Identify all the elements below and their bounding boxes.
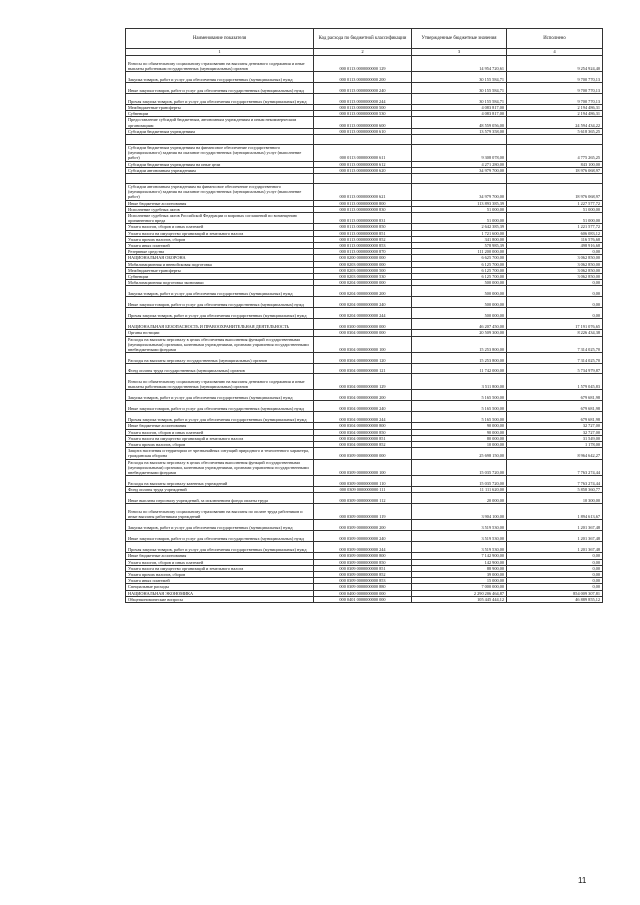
row-code-cell: 000 0309 0000000000 853 bbox=[314, 578, 412, 584]
row-approved-cell: 341 800,00 bbox=[412, 236, 507, 242]
row-name-cell: Иные бюджетные ассигнования bbox=[126, 423, 314, 429]
row-executed-cell: 0,00 bbox=[507, 565, 603, 571]
row-approved-cell: 51 000,00 bbox=[412, 213, 507, 224]
row-code-cell: 000 0203 0000000000 500 bbox=[314, 267, 412, 273]
row-executed-cell: 5 858 360,77 bbox=[507, 487, 603, 493]
row-executed-cell: 10 300,00 bbox=[507, 493, 603, 504]
table-row bbox=[126, 213, 603, 224]
row-code-cell: 000 0309 0000000000 100 bbox=[314, 459, 412, 476]
row-approved-cell: 39 000,00 bbox=[412, 571, 507, 577]
row-approved-cell: 20 000,00 bbox=[412, 493, 507, 504]
row-code-cell: 000 0113 0000000000 500 bbox=[314, 105, 412, 111]
row-code-cell: 000 0113 0000000000 621 bbox=[314, 184, 412, 201]
table-row bbox=[126, 135, 603, 145]
row-approved-cell: 48 559 056,00 bbox=[412, 117, 507, 128]
row-code-cell: 000 0309 0000000000 852 bbox=[314, 571, 412, 577]
row-name-cell: Субсидии автономным учреждениям на финансовое обеспечение государственного (муниципального) задания на оказание государственных (муниципальных) услуг (выполнение работ) bbox=[126, 184, 314, 201]
table-row bbox=[126, 286, 603, 297]
row-name-cell bbox=[126, 174, 314, 184]
column-number-2: 2 bbox=[314, 49, 412, 56]
row-approved-cell: 34 979 700,00 bbox=[412, 167, 507, 173]
page-number: 11 bbox=[578, 876, 587, 885]
row-code-cell: 000 0113 0000000000 612 bbox=[314, 161, 412, 167]
row-code-cell: 000 0309 0000000000 112 bbox=[314, 493, 412, 504]
row-code-cell: 000 0204 0000000000 240 bbox=[314, 297, 412, 308]
table-row bbox=[126, 520, 603, 531]
row-name-cell: Расходы на выплаты персоналу государственных (муниципальных) органов bbox=[126, 353, 314, 364]
row-approved-cell bbox=[412, 174, 507, 184]
row-executed-cell: 3 062 850,00 bbox=[507, 274, 603, 280]
row-executed-cell: 18 976 068,97 bbox=[507, 167, 603, 173]
row-executed-cell: 1 894 613,67 bbox=[507, 504, 603, 520]
table-header-row bbox=[126, 29, 603, 49]
row-executed-cell: 9 700 770,13 bbox=[507, 72, 603, 83]
row-approved-cell: 142 900,00 bbox=[412, 559, 507, 565]
row-name-cell: Взносы по обязательному социальному страхованию на выплаты денежного содержания и иные выплаты работникам государственных (муниципальных) органов bbox=[126, 374, 314, 390]
row-name-cell: Закупка товаров, работ и услуг для обеспечения государственных (муниципальных) нужд bbox=[126, 72, 314, 83]
row-name-cell: Субсидии автономным учреждениям bbox=[126, 167, 314, 173]
row-name-cell: Резервные средства bbox=[126, 249, 314, 255]
row-code-cell: 000 0304 0000000000 120 bbox=[314, 353, 412, 364]
row-code-cell: 000 0304 0000000000 800 bbox=[314, 423, 412, 429]
table-row bbox=[126, 412, 603, 423]
row-executed-cell: 0,00 bbox=[507, 584, 603, 590]
row-approved-cell: 20 509 300,00 bbox=[412, 330, 507, 336]
row-name-cell: Фонд оплаты труда учреждений bbox=[126, 487, 314, 493]
table-row bbox=[126, 476, 603, 487]
row-approved-cell: 6 625 700,00 bbox=[412, 255, 507, 261]
row-code-cell: 000 0304 0000000000 244 bbox=[314, 412, 412, 423]
row-code-cell: 000 0304 0000000000 852 bbox=[314, 441, 412, 447]
row-name-cell: Иные закупки товаров, работ и услуг для обеспечения государственных (муниципальных) нужд bbox=[126, 401, 314, 412]
row-executed-cell: 1 178,00 bbox=[507, 441, 603, 447]
row-code-cell: 000 0400 0000000000 000 bbox=[314, 590, 412, 596]
row-approved-cell: 10 000,00 bbox=[412, 441, 507, 447]
row-executed-cell: 24 594 434,22 bbox=[507, 117, 603, 128]
row-name-cell: Иные выплаты персоналу учреждений, за исключением фонда оплаты труда bbox=[126, 493, 314, 504]
row-name-cell: НАЦИОНАЛЬНАЯ ЭКОНОМИКА bbox=[126, 590, 314, 596]
row-name-cell: Прочая закупка товаров, работ и услуг для обеспечения государственных (муниципальных) нужд bbox=[126, 542, 314, 553]
row-code-cell: 000 0113 0000000000 200 bbox=[314, 72, 412, 83]
row-executed-cell: 31 549,00 bbox=[507, 435, 603, 441]
row-name-cell: Уплата прочих налогов, сборов bbox=[126, 236, 314, 242]
row-executed-cell: 18 976 068,97 bbox=[507, 184, 603, 201]
row-code-cell: 000 0309 0000000000 880 bbox=[314, 584, 412, 590]
row-executed-cell: 1 221 577,72 bbox=[507, 224, 603, 230]
row-name-cell: Уплата иных платежей bbox=[126, 578, 314, 584]
row-approved-cell: 51 000,00 bbox=[412, 206, 507, 212]
row-executed-cell: 3 062 850,00 bbox=[507, 255, 603, 261]
row-code-cell: 000 0113 0000000000 870 bbox=[314, 249, 412, 255]
row-approved-cell: 3 511 800,00 bbox=[412, 374, 507, 390]
row-executed-cell: 3 062 850,00 bbox=[507, 267, 603, 273]
row-name-cell: Мобилизационная и вневойсковая подготовка bbox=[126, 261, 314, 267]
row-approved-cell: 3 904 100,00 bbox=[412, 504, 507, 520]
row-approved-cell: 9 308 078,00 bbox=[412, 145, 507, 162]
row-code-cell: 000 0113 0000000000 611 bbox=[314, 145, 412, 162]
row-name-cell: Уплата иных платежей bbox=[126, 243, 314, 249]
row-code-cell: 000 0304 0000000000 850 bbox=[314, 429, 412, 435]
row-executed-cell: 1 201 367,48 bbox=[507, 531, 603, 542]
row-name-cell: Иные бюджетные ассигнования bbox=[126, 200, 314, 206]
table-row bbox=[126, 308, 603, 319]
row-approved-cell: 3 519 530,00 bbox=[412, 542, 507, 553]
row-approved-cell: 6 125 700,00 bbox=[412, 267, 507, 273]
row-name-cell: Уплата налога на имущество организаций и земельного налога bbox=[126, 435, 314, 441]
row-approved-cell: 500 000,00 bbox=[412, 297, 507, 308]
row-approved-cell: 30 155 584,71 bbox=[412, 83, 507, 94]
row-code-cell: 000 0401 0000000000 000 bbox=[314, 596, 412, 602]
table-row bbox=[126, 319, 603, 330]
row-executed-cell: 498 916,68 bbox=[507, 243, 603, 249]
row-code-cell: 000 0113 0000000000 831 bbox=[314, 213, 412, 224]
header-executed: Исполнено bbox=[507, 29, 603, 49]
row-approved-cell: 15 035 720,00 bbox=[412, 459, 507, 476]
table-row bbox=[126, 448, 603, 459]
row-code-cell: 000 0309 0000000000 244 bbox=[314, 542, 412, 553]
table-row bbox=[126, 145, 603, 162]
table-row bbox=[126, 596, 603, 602]
row-approved-cell: 7 000 000,00 bbox=[412, 584, 507, 590]
row-code-cell bbox=[314, 135, 412, 145]
row-code-cell: 000 0113 0000000000 853 bbox=[314, 243, 412, 249]
row-name-cell: НАЦИОНАЛЬНАЯ ОБОРОНА bbox=[126, 255, 314, 261]
row-name-cell: Специальные расходы bbox=[126, 584, 314, 590]
row-name-cell: Межбюджетные трансферты bbox=[126, 267, 314, 273]
row-executed-cell: 0,00 bbox=[507, 578, 603, 584]
row-executed-cell: 9 254 924,40 bbox=[507, 56, 603, 72]
row-approved-cell: 80 000,00 bbox=[412, 435, 507, 441]
row-code-cell: 000 0204 0000000000 244 bbox=[314, 308, 412, 319]
row-name-cell: Расходы на выплаты персоналу в целях обеспечения выполнения функций государственными (муниципальными) органами, казенными учреждениями, органами управления государственными внебюджетными фондами bbox=[126, 459, 314, 476]
column-number-row bbox=[126, 49, 603, 56]
row-executed-cell: 0,00 bbox=[507, 571, 603, 577]
row-name-cell: НАЦИОНАЛЬНАЯ БЕЗОПАСНОСТЬ И ПРАВООХРАНИТЕЛЬНАЯ ДЕЯТЕЛЬНОСТЬ bbox=[126, 319, 314, 330]
table-row bbox=[126, 297, 603, 308]
row-executed-cell: 0,00 bbox=[507, 286, 603, 297]
row-name-cell: Уплата прочих налогов, сборов bbox=[126, 441, 314, 447]
row-executed-cell: 116 576,68 bbox=[507, 236, 603, 242]
row-code-cell: 000 0304 0000000000 851 bbox=[314, 435, 412, 441]
table-row bbox=[126, 401, 603, 412]
row-code-cell: 000 0304 0000000000 121 bbox=[314, 364, 412, 374]
row-executed-cell: 0,00 bbox=[507, 553, 603, 559]
row-code-cell: 000 0203 0000000000 000 bbox=[314, 261, 412, 267]
row-executed-cell: 3 062 850,00 bbox=[507, 261, 603, 267]
row-approved-cell: 3 519 530,00 bbox=[412, 531, 507, 542]
row-name-cell: Расходы на выплаты персоналу в целях обеспечения выполнения функций государственными (муниципальными) органами, казенными учреждениями, органами управления государственными внебюджетными фондами bbox=[126, 336, 314, 353]
row-code-cell: 000 0309 0000000000 240 bbox=[314, 531, 412, 542]
row-approved-cell: 1 721 600,00 bbox=[412, 230, 507, 236]
row-executed-cell: 0,00 bbox=[507, 249, 603, 255]
row-approved-cell: 25 698 150,00 bbox=[412, 448, 507, 459]
row-name-cell: Иные бюджетные ассигнования bbox=[126, 553, 314, 559]
row-approved-cell: 14 954 720,61 bbox=[412, 56, 507, 72]
row-approved-cell: 6 125 700,00 bbox=[412, 261, 507, 267]
row-name-cell: Прочая закупка товаров, работ и услуг для обеспечения государственных (муниципальных) нужд bbox=[126, 412, 314, 423]
row-approved-cell: 34 979 700,00 bbox=[412, 184, 507, 201]
table-row bbox=[126, 72, 603, 83]
row-name-cell: Взносы по обязательному социальному страхованию на выплаты денежного содержания и иные выплаты работникам государственных (муниципальных) органов bbox=[126, 56, 314, 72]
row-code-cell: 000 0113 0000000000 830 bbox=[314, 206, 412, 212]
table-row bbox=[126, 94, 603, 105]
row-code-cell: 000 0113 0000000000 240 bbox=[314, 83, 412, 94]
row-code-cell: 000 0300 0000000000 000 bbox=[314, 319, 412, 330]
row-executed-cell: 0,00 bbox=[507, 559, 603, 565]
row-code-cell: 000 0309 0000000000 110 bbox=[314, 476, 412, 487]
table-row bbox=[126, 83, 603, 94]
row-name-cell: Общеэкономические вопросы bbox=[126, 596, 314, 602]
row-approved-cell: 578 985,39 bbox=[412, 243, 507, 249]
row-executed-cell: 0,00 bbox=[507, 308, 603, 319]
row-name-cell: Уплата налога на имущество организаций и земельного налога bbox=[126, 230, 314, 236]
row-approved-cell: 15 253 800,00 bbox=[412, 353, 507, 364]
row-approved-cell: 11 111 620,00 bbox=[412, 487, 507, 493]
row-code-cell: 000 0304 0000000000 129 bbox=[314, 374, 412, 390]
row-approved-cell: 15 000,00 bbox=[412, 578, 507, 584]
row-name-cell: Субсидии бюджетным учреждениям bbox=[126, 128, 314, 134]
row-executed-cell: 1 201 367,48 bbox=[507, 520, 603, 531]
row-name-cell: Исполнение судебных актов bbox=[126, 206, 314, 212]
row-executed-cell: 9 700 770,13 bbox=[507, 94, 603, 105]
table-row bbox=[126, 336, 603, 353]
row-code-cell: 000 0203 0000000000 530 bbox=[314, 274, 412, 280]
row-name-cell: Закупка товаров, работ и услуг для обеспечения государственных (муниципальных) нужд bbox=[126, 286, 314, 297]
row-name-cell: Закупка товаров, работ и услуг для обеспечения государственных (муниципальных) нужд bbox=[126, 390, 314, 401]
row-executed-cell: 8 226 434,38 bbox=[507, 330, 603, 336]
row-name-cell: Исполнение судебных актов Российской Федерации и мировых соглашений по возмещению причиненного вреда bbox=[126, 213, 314, 224]
row-code-cell bbox=[314, 174, 412, 184]
row-approved-cell: 88 900,00 bbox=[412, 565, 507, 571]
row-code-cell: 000 0309 0000000000 111 bbox=[314, 487, 412, 493]
row-code-cell: 000 0309 0000000000 851 bbox=[314, 565, 412, 571]
row-executed-cell: 32 727,00 bbox=[507, 429, 603, 435]
row-executed-cell: 606 083,12 bbox=[507, 230, 603, 236]
row-name-cell: Уплата налогов, сборов и иных платежей bbox=[126, 224, 314, 230]
table-row bbox=[126, 493, 603, 504]
row-executed-cell: 854 009 307,81 bbox=[507, 590, 603, 596]
row-executed-cell: 679 681,98 bbox=[507, 390, 603, 401]
row-name-cell: Иные закупки товаров, работ и услуг для обеспечения государственных (муниципальных) нужд bbox=[126, 297, 314, 308]
table-row bbox=[126, 117, 603, 128]
table-row bbox=[126, 184, 603, 201]
row-executed-cell: 4 775 265,25 bbox=[507, 145, 603, 162]
row-code-cell: 000 0113 0000000000 600 bbox=[314, 117, 412, 128]
row-code-cell: 000 0113 0000000000 852 bbox=[314, 236, 412, 242]
row-executed-cell: 2 194 486,31 bbox=[507, 111, 603, 117]
row-approved-cell bbox=[412, 135, 507, 145]
row-approved-cell: 500 000,00 bbox=[412, 308, 507, 319]
table-body bbox=[126, 56, 603, 603]
header-approved: Утвержденные бюджетные значения bbox=[412, 29, 507, 49]
row-name-cell: Предоставление субсидий бюджетным, автономным учреждениям и иным некоммерческим организациям bbox=[126, 117, 314, 128]
row-approved-cell: 30 155 584,71 bbox=[412, 94, 507, 105]
row-executed-cell: 843 100,00 bbox=[507, 161, 603, 167]
column-number-1: 1 bbox=[126, 49, 314, 56]
row-name-cell: Межбюджетные трансферты bbox=[126, 105, 314, 111]
row-executed-cell: 2 194 486,31 bbox=[507, 105, 603, 111]
row-executed-cell: 1 201 367,48 bbox=[507, 542, 603, 553]
row-name-cell: Расходы на выплаты персоналу казенных учреждений bbox=[126, 476, 314, 487]
column-number-4: 4 bbox=[507, 49, 603, 56]
row-approved-cell: 4 083 817,00 bbox=[412, 111, 507, 117]
row-executed-cell: 679 681,98 bbox=[507, 401, 603, 412]
row-name-cell: Органы юстиции bbox=[126, 330, 314, 336]
row-name-cell: Уплата прочих налогов, сборов bbox=[126, 571, 314, 577]
header-name: Наименование показателя bbox=[126, 29, 314, 49]
row-approved-cell: 6 125 700,00 bbox=[412, 274, 507, 280]
row-name-cell: Иные закупки товаров, работ и услуг для обеспечения государственных (муниципальных) нужд bbox=[126, 83, 314, 94]
row-code-cell: 000 0309 0000000000 800 bbox=[314, 553, 412, 559]
row-approved-cell: 46 207 450,00 bbox=[412, 319, 507, 330]
row-executed-cell: 17 191 076,65 bbox=[507, 319, 603, 330]
row-name-cell: Субсидии бюджетным учреждениям на иные цели bbox=[126, 161, 314, 167]
row-approved-cell: 15 035 720,00 bbox=[412, 476, 507, 487]
row-name-cell: Уплата налогов, сборов и иных платежей bbox=[126, 559, 314, 565]
column-number-3: 3 bbox=[412, 49, 507, 56]
row-name-cell: Субсидии бюджетным учреждениям на финансовое обеспечение государственного (муниципального) задания на оказание государственных (муниципальных) услуг (выполнение работ) bbox=[126, 145, 314, 162]
row-name-cell: Взносы по обязательному социальному страхованию на выплаты по оплате труда работников и иные выплаты работникам учреждений bbox=[126, 504, 314, 520]
row-code-cell: 000 0309 0000000000 850 bbox=[314, 559, 412, 565]
row-approved-cell: 5 165 500,00 bbox=[412, 390, 507, 401]
row-executed-cell: 0,00 bbox=[507, 297, 603, 308]
row-executed-cell: 7 314 025,70 bbox=[507, 336, 603, 353]
row-code-cell: 000 0304 0000000000 100 bbox=[314, 336, 412, 353]
row-name-cell bbox=[126, 135, 314, 145]
table-row bbox=[126, 390, 603, 401]
row-approved-cell: 500 000,00 bbox=[412, 280, 507, 286]
row-executed-cell: 7 763 274,44 bbox=[507, 459, 603, 476]
row-approved-cell: 13 579 358,00 bbox=[412, 128, 507, 134]
row-code-cell: 000 0204 0000000000 000 bbox=[314, 280, 412, 286]
row-code-cell: 000 0204 0000000000 200 bbox=[314, 286, 412, 297]
row-approved-cell: 30 155 584,71 bbox=[412, 72, 507, 83]
row-approved-cell: 5 165 500,00 bbox=[412, 401, 507, 412]
row-approved-cell: 5 165 500,00 bbox=[412, 412, 507, 423]
row-name-cell: Уплата налога на имущество организаций и земельного налога bbox=[126, 565, 314, 571]
row-approved-cell: 7 142 900,00 bbox=[412, 553, 507, 559]
row-approved-cell: 15 253 800,00 bbox=[412, 336, 507, 353]
row-executed-cell bbox=[507, 174, 603, 184]
row-executed-cell: 51 000,00 bbox=[507, 213, 603, 224]
row-approved-cell: 4 271 280,00 bbox=[412, 161, 507, 167]
row-name-cell: Иные закупки товаров, работ и услуг для обеспечения государственных (муниципальных) нужд bbox=[126, 531, 314, 542]
table-row bbox=[126, 364, 603, 374]
row-code-cell: 000 0113 0000000000 610 bbox=[314, 128, 412, 134]
row-executed-cell: 8 964 642,27 bbox=[507, 448, 603, 459]
row-code-cell: 000 0113 0000000000 129 bbox=[314, 56, 412, 72]
row-approved-cell: 11 742 000,00 bbox=[412, 364, 507, 374]
row-executed-cell: 32 727,00 bbox=[507, 423, 603, 429]
row-name-cell: Уплата налогов, сборов и иных платежей bbox=[126, 429, 314, 435]
row-name-cell: Мобилизационная подготовка экономики bbox=[126, 280, 314, 286]
table-row bbox=[126, 174, 603, 184]
row-code-cell: 000 0113 0000000000 620 bbox=[314, 167, 412, 173]
budget-execution-table bbox=[125, 28, 603, 603]
row-name-cell: Субвенции bbox=[126, 274, 314, 280]
row-executed-cell: 1 227 577,72 bbox=[507, 200, 603, 206]
row-name-cell: Субвенции bbox=[126, 111, 314, 117]
row-executed-cell: 46 889 855,12 bbox=[507, 596, 603, 602]
row-executed-cell: 7 314 025,70 bbox=[507, 353, 603, 364]
table-row bbox=[126, 374, 603, 390]
row-code-cell: 000 0113 0000000000 800 bbox=[314, 200, 412, 206]
row-code-cell: 000 0309 0000000000 000 bbox=[314, 448, 412, 459]
row-name-cell: Прочая закупка товаров, работ и услуг для обеспечения государственных (муниципальных) нужд bbox=[126, 308, 314, 319]
row-executed-cell: 7 763 274,44 bbox=[507, 476, 603, 487]
row-approved-cell: 111 200 000,00 bbox=[412, 249, 507, 255]
row-code-cell: 000 0113 0000000000 850 bbox=[314, 224, 412, 230]
row-name-cell: Закупка товаров, работ и услуг для обеспечения государственных (муниципальных) нужд bbox=[126, 520, 314, 531]
table-row bbox=[126, 353, 603, 364]
row-name-cell: Прочая закупка товаров, работ и услуг для обеспечения государственных (муниципальных) нужд bbox=[126, 94, 314, 105]
row-approved-cell: 90 000,00 bbox=[412, 423, 507, 429]
row-executed-cell: 1 579 045,83 bbox=[507, 374, 603, 390]
row-executed-cell: 5 734 979,87 bbox=[507, 364, 603, 374]
row-executed-cell: 0,00 bbox=[507, 280, 603, 286]
table-row bbox=[126, 56, 603, 72]
row-code-cell: 000 0304 0000000000 240 bbox=[314, 401, 412, 412]
table-row bbox=[126, 531, 603, 542]
row-code-cell: 000 0309 0000000000 200 bbox=[314, 520, 412, 531]
row-approved-cell: 4 083 817,00 bbox=[412, 105, 507, 111]
row-approved-cell: 500 000,00 bbox=[412, 286, 507, 297]
row-code-cell: 000 0200 0000000000 000 bbox=[314, 255, 412, 261]
row-executed-cell bbox=[507, 135, 603, 145]
row-code-cell: 000 0304 0000000000 200 bbox=[314, 390, 412, 401]
table-row bbox=[126, 459, 603, 476]
row-approved-cell: 3 519 530,00 bbox=[412, 520, 507, 531]
row-executed-cell: 9 700 770,13 bbox=[507, 83, 603, 94]
row-code-cell: 000 0309 0000000000 119 bbox=[314, 504, 412, 520]
row-code-cell: 000 0113 0000000000 851 bbox=[314, 230, 412, 236]
row-approved-cell: 105 445 444,12 bbox=[412, 596, 507, 602]
table-row bbox=[126, 542, 603, 553]
table-row bbox=[126, 504, 603, 520]
row-approved-cell: 2 290 206 464,87 bbox=[412, 590, 507, 596]
row-approved-cell: 113 893 385,39 bbox=[412, 200, 507, 206]
row-code-cell: 000 0113 0000000000 244 bbox=[314, 94, 412, 105]
row-code-cell: 000 0113 0000000000 530 bbox=[314, 111, 412, 117]
row-executed-cell: 5 618 365,25 bbox=[507, 128, 603, 134]
row-name-cell: Фонд оплаты труда государственных (муниципальных) органов bbox=[126, 364, 314, 374]
header-code: Код расхода по бюджетной классификации bbox=[314, 29, 412, 49]
row-approved-cell: 2 642 385,39 bbox=[412, 224, 507, 230]
row-executed-cell: 679 681,98 bbox=[507, 412, 603, 423]
row-code-cell: 000 0304 0000000000 000 bbox=[314, 330, 412, 336]
row-executed-cell: 51 000,00 bbox=[507, 206, 603, 212]
row-name-cell: Защита населения и территории от чрезвычайных ситуаций природного и техногенного характера, гражданская оборона bbox=[126, 448, 314, 459]
row-approved-cell: 90 000,00 bbox=[412, 429, 507, 435]
